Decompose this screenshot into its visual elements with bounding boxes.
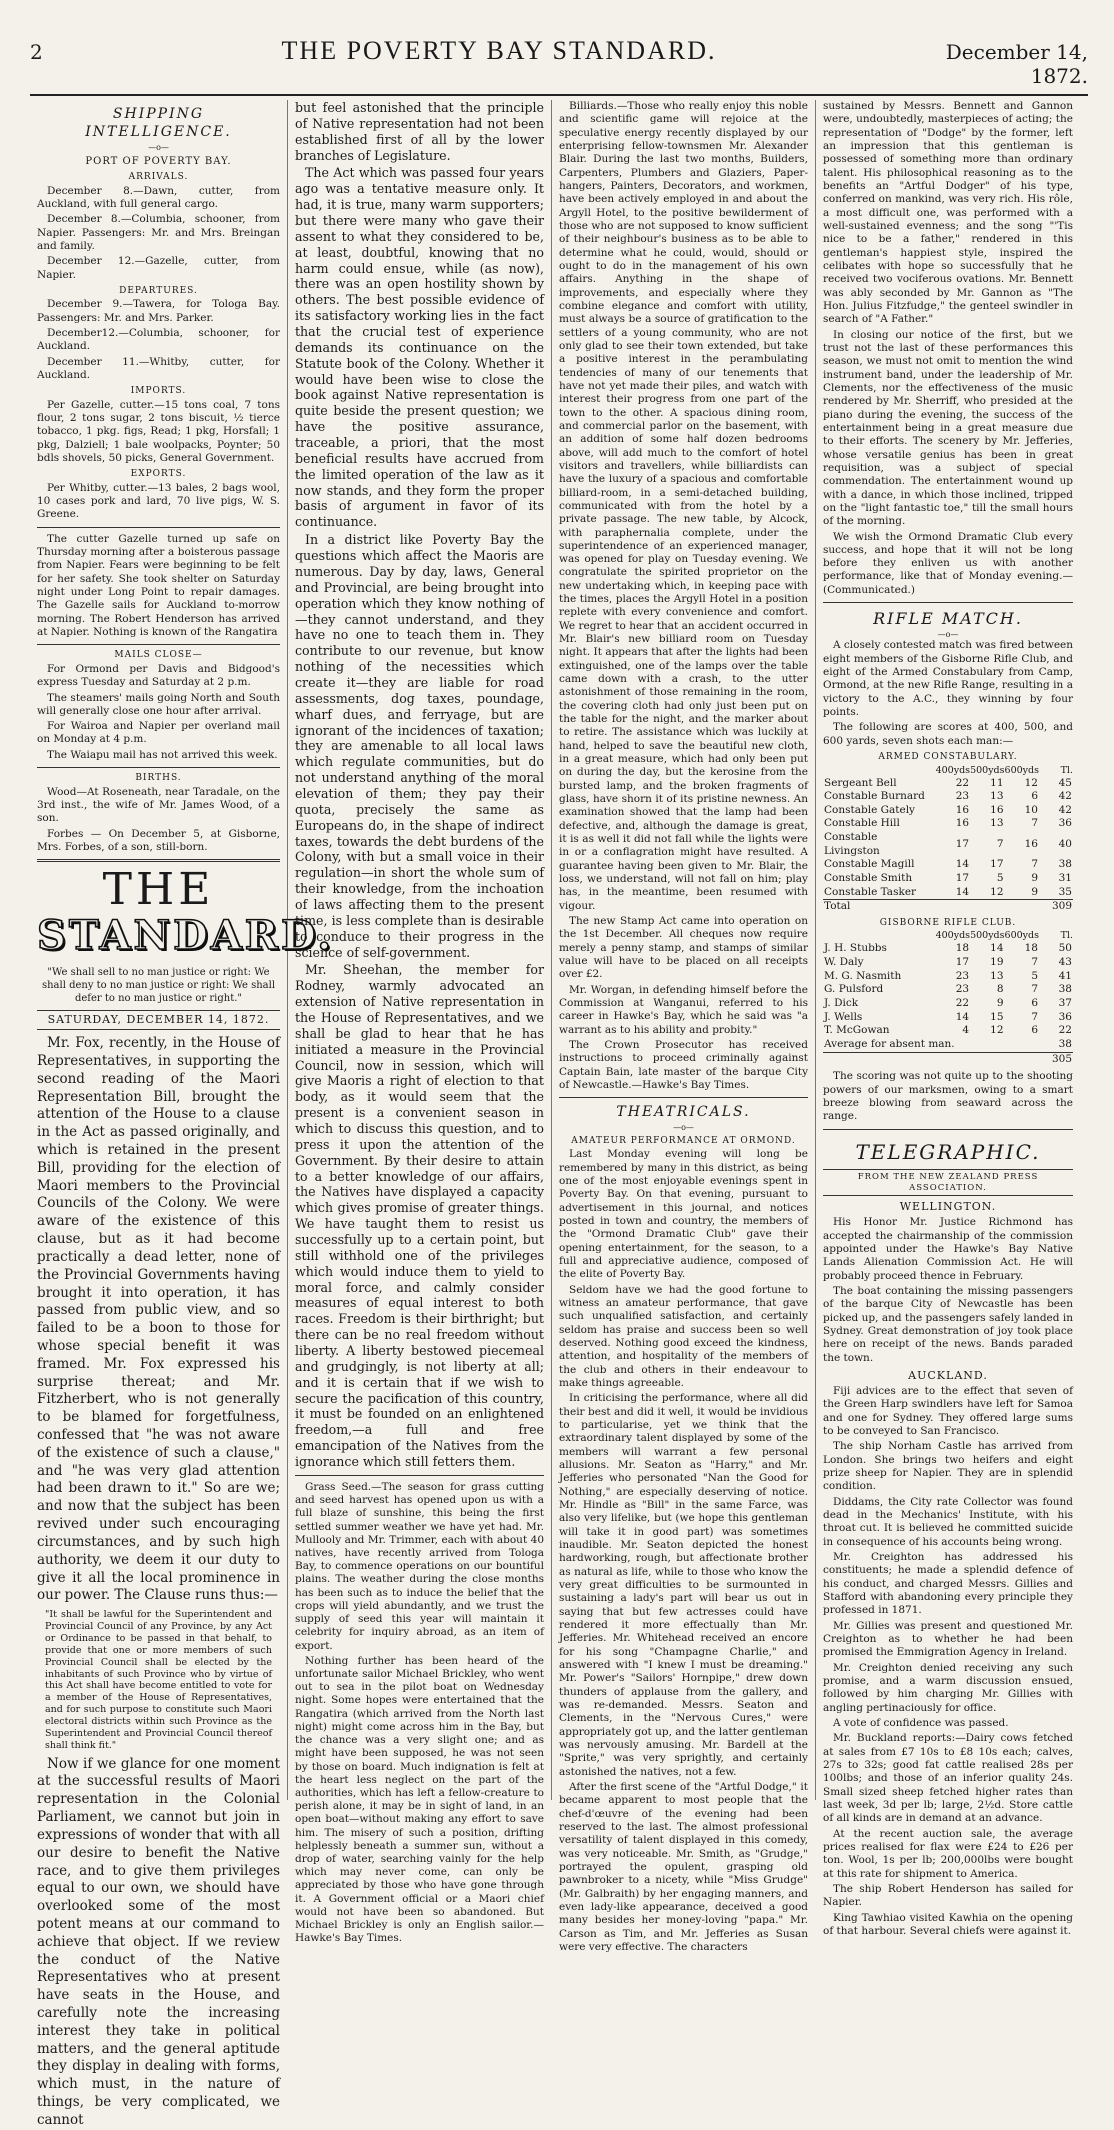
- score-cell: 22: [955, 776, 970, 789]
- theatricals-paragraph: In closing our notice of the first, but we trust not the last of these performances this season, we must not omit to mention the wind instrument band, under the leadership of Mr. Clements, nor the effectiveness of the music rendered by Mr. Sherriff, who presided at the piano during the evening, the success of the entertainment being in a great measure due to their efforts. The scenery by Mr. Jefferies, whose versatile genius has been in great requisition, was a subject of special commendation. The entertainment wound up with a dance, in which those inclined, tripped on the "light fantastic toe," till the small hours of the morning.: [823, 328, 1073, 528]
- score-cell: 40: [1058, 837, 1072, 850]
- page-number: 2: [30, 40, 43, 64]
- births-title: BIRTHS.: [135, 773, 182, 784]
- score-cell: 22: [1058, 1024, 1072, 1037]
- telegram: Diddams, the City rate Collector was found dead in the Mechanics' Institute, with his throat cut. It is believed he committed suicide in consequence of his accounts being wrong.: [823, 1495, 1073, 1548]
- nameplate: [37, 864, 335, 960]
- score-cell: 9: [1031, 872, 1038, 885]
- absent-value: 38: [1058, 1037, 1072, 1050]
- column-3: [552, 100, 816, 1953]
- score-cell: 7: [1031, 858, 1038, 871]
- mails-title: MAILS CLOSE—: [114, 650, 203, 661]
- crown-item: The Crown Prosecutor has received instructions to proceed criminally against Captain Bain, late master of the barque City of Newcastle.—Hawke's Bay Times.: [559, 1038, 808, 1091]
- score-cell: 10: [1024, 803, 1038, 816]
- billiards-item: Billiards.—Those who really enjoy this noble and scientific game will rejoice at the speculative energy recently displayed by our enterprising fellow-townsmen Mr. Alexander Blair. During the last two months, Builders, Carpenters, Plumbers and Glaziers, Paper-hangers, Painters, Decorators, and workmen, have been actively employed in and about the Argyll Hotel, to the positive bewilderment of those who are not supposed to know sufficient of their neighbour's business as to be able to determine what he could, would, should or ought to do in the management of his own affairs. Anything in the shape of improvements, and especially where they combine elegance and comfort with utility, must always be a source of gratification to the settlers of a young community, who are not only glad to see their town extended, but take a positive interest in the perambulating tendencies of many of our tenements that have not yet made their piles, and watch with interest their progress from one part of the town to the other. A spacious dining room, and commercial parlor on the basement, with an addition of some half dozen bedrooms above, will add much to the comfort of hotel visitors and travellers, while billiardists can have the luxury of a spacious and comfortable billiard-room, in a semi-detached building, communicated with from the hotel by a private passage. The new table, by Alcock, with paraphernalia complete, under the superintendence of an experienced manager, was opened for play on Tuesday evening. We congratulate the spirited proprietor on the new undertaking which, in keeping pace with the times, places the Argyll Hotel in a position replete with every convenience and comfort. We regret to hear that an accident occurred in Mr. Blair's new billiard room on Tuesday night. It appears that after the lights had been extinguished, one of the lamps over the table came down with a crash, to the utter astonishment of those remaining in the room, the covering cloth had only just been put on the table for the night, and the marker about to retire. The assistance which was luckily at hand, helped to save the beautiful new cloth, in a great measure, which had only been put on during the day, but the kerosine from the bursted lamp, and the broken fragments of glass, have shorn it of its pristine newness. An examination showed that the lamp had been defective, and, although the damage is great, it is as well it did not fall while the lights were in or a conflagration might have resulted. A guarantee having been given to Mr. Blair, the loss, we understand, will not fall on him; play has, in the meantime, been resumed with vigour.: [559, 100, 808, 912]
- score-cell: 11: [990, 776, 1004, 789]
- table-row: [823, 997, 1073, 1011]
- leader-paragraph: but feel astonished that the principle of Native representation had not been established first of all by the lower branches of Legislature.: [295, 100, 544, 163]
- issue-date: December 14, 1872.: [945, 40, 1088, 88]
- ac-score-table: [823, 765, 1073, 914]
- table-row: [823, 872, 1073, 886]
- telegram: Mr. Creighton has addressed his constituents; he made a splendid defence of his conduct, and charged Messrs. Gillies and Stafford with abandoning every principle they professed in 1871.: [823, 1550, 1073, 1617]
- column-header: 600yds: [1004, 930, 1039, 942]
- column-4: [816, 100, 1080, 1937]
- gazelle-note: The cutter Gazelle turned up safe on Thursday morning after a boisterous passage from Napier. Fears were beginning to be felt for her safety. She took shelter on Saturday night under Long Point to repair damages. The Gazelle sails for Auckland to-morrow morning. The Robert Henderson has arrived at Napier. Nothing is known of the Rangatira: [37, 532, 280, 639]
- imports-title: IMPORTS.: [130, 386, 187, 397]
- divider: [295, 1475, 544, 1476]
- score-cell: 17: [955, 956, 970, 969]
- score-cell: 9: [1031, 885, 1038, 898]
- total-value: 305: [1039, 1052, 1073, 1066]
- arrivals-title: ARRIVALS.: [128, 172, 189, 183]
- departures-title: DEPARTURES.: [119, 285, 198, 296]
- table-row: [823, 1024, 1073, 1038]
- total-value: 309: [1039, 900, 1073, 914]
- score-cell: 12: [990, 1024, 1004, 1037]
- table-row: [823, 956, 1073, 970]
- shooter-name: Constable Hill: [824, 817, 900, 830]
- score-cell: 16: [1024, 837, 1038, 850]
- shooter-name: J. Dick: [824, 997, 859, 1010]
- shooter-name: Sergeant Bell: [824, 776, 897, 789]
- leader-paragraph: Now if we glance for one moment at the successful results of Maori representation in the Colonial Parliament, we cannot but join in expressions of wonder that with all our desire to benefit the Native race, and to give them privileges equal to our own, we should have overlooked some of the most potent means at our command to achieve that object. If we review the conduct of the Native Representatives who at present have seats in the House, and carefully note the increasing interest they take in political matters, and the general aptitude they display in dealing with forms, which must, in the nature of things, be very complicated, we cannot: [37, 1755, 280, 2128]
- score-cell: 5: [1031, 969, 1038, 982]
- departure-entry: December 11.—Whitby, cutter, for Auckland.: [37, 355, 280, 381]
- score-cell: 12: [990, 885, 1004, 898]
- shooter-name: Constable Gately: [824, 803, 915, 816]
- score-cell: 16: [990, 803, 1004, 816]
- table-row: [823, 777, 1073, 791]
- arrival-entry: December 8.—Dawn, cutter, from Auckland, with full general cargo.: [37, 184, 280, 210]
- column-header: 400yds: [935, 930, 971, 942]
- shipping-title: SHIPPING INTELLIGENCE.: [85, 106, 232, 140]
- shooter-name: Constable Burnard: [824, 790, 925, 803]
- column-header: 500yds: [970, 764, 1005, 776]
- theatricals-paragraph: We wish the Ormond Dramatic Club every success, and hope that it will not be long before they enliven us with another performance, like that of Monday evening.—(Communicated.): [823, 530, 1073, 596]
- page-title: THE POVERTY BAY STANDARD.: [281, 36, 717, 65]
- theatricals-title: THEATRICALS.: [616, 1104, 751, 1121]
- score-cell: 14: [955, 885, 970, 898]
- table-row: [823, 831, 1073, 858]
- table-row: [823, 790, 1073, 804]
- telegram: King Tawhiao visited Kawhia on the opening of that harbour. Several chiefs were against it.: [823, 1911, 1073, 1937]
- table-row: [823, 942, 1073, 956]
- exports-text: Per Whitby, cutter.—13 bales, 2 bags wool, 10 cases pork and lard, 70 live pigs, W. S. Greene.: [37, 481, 280, 521]
- column-1: [30, 100, 335, 2128]
- table-row: [823, 858, 1073, 872]
- grass-seed-item: Grass Seed.—The season for grass cutting and seed harvest has opened upon us with a full blaze of sunshine, this being the first settled summer weather we have yet had. Mr. Mullooly and Mr. Trimmer, each with about 40 natives, have recently arrived from Tologa Bay, to commence operations on our bountiful plains. The weather during the close months has been such as to induce the belief that the crops will yield abundantly, and we trust the supply of seed this year will maintain it celebrity for inquiry abroad, as an item of export.: [295, 1480, 544, 1652]
- motto: "We shall sell to no man justice or right: We shall deny to no man justice or right: We shall defer to no man justice or right.": [41, 967, 276, 1005]
- departure-entry: December 9.—Tawera, for Tologa Bay. Passengers: Mr. and Mrs. Parker.: [37, 298, 280, 324]
- absent-label: Average for absent man.: [824, 1037, 955, 1050]
- worgan-item: Mr. Worgan, in defending himself before the Commission at Wanganui, referred to his career in Hawke's Bay, which he said was "a warrant as to his ability and probity.": [559, 983, 808, 1036]
- score-cell: 6: [1031, 1024, 1038, 1037]
- stamp-item: The new Stamp Act came into operation on the 1st December. All cheques now require merely a penny stamp, and stamps of similar value will have to be placed on all receipts over £2.: [559, 915, 808, 981]
- telegraphic-title: TELEGRAPHIC.: [855, 1139, 1041, 1164]
- auckland-head: AUCKLAND.: [908, 1369, 988, 1383]
- telegram: The ship Norham Castle has arrived from London. She brings two heifers and eight prize sheep for Napier. They are in splendid condition.: [823, 1440, 1073, 1493]
- table-row: [823, 970, 1073, 984]
- divider: [559, 1097, 808, 1098]
- grc-head: GISBORNE RIFLE CLUB.: [879, 917, 1017, 928]
- score-cell: 17: [955, 837, 970, 850]
- rifle-paragraph: A closely contested match was fired between eight members of the Gisborne Rifle Club, and eight of the Armed Constabulary from Camp, Ormond, at the new Rifle Range, resulting in a victory to the A.C., they winning by four points.: [823, 639, 1074, 719]
- score-cell: 14: [955, 858, 970, 871]
- divider: [37, 859, 280, 862]
- score-cell: 18: [1024, 942, 1038, 955]
- total-row: [823, 900, 1073, 914]
- divider: —o—: [673, 1123, 694, 1133]
- score-cell: 7: [1031, 817, 1038, 830]
- rifle-paragraph: The following are scores at 400, 500, and 600 yards, seven shots each man:—: [823, 721, 1073, 747]
- absent-row: [823, 1038, 1073, 1052]
- score-cell: 43: [1058, 956, 1072, 969]
- score-cell: 17: [990, 858, 1004, 871]
- telegram: His Honor Mr. Justice Richmond has accepted the chairmanship of the commission appointed under the Hawke's Bay Native Lands Alienation Commission Act. He will probably proceed thence in February.: [823, 1216, 1073, 1282]
- table-row: [823, 817, 1073, 831]
- score-cell: 4: [962, 1024, 970, 1037]
- imports-text: Per Gazelle, cutter.—15 tons coal, 7 tons flour, 2 tons sugar, 2 tons biscuit, ½ tierce tobacco, 1 pkg. figs, Read; 1 pkg, Horsfall; 1 pkg, Dalziell; 1 bale woolpacks, Poynter; 50 bdls shovels, 50 picks, General Government.: [37, 398, 280, 465]
- telegram: Mr. Buckland reports:—Dairy cows fetched at sales from £7 10s to £8 10s each; calves, 27s to 32s; good fat cattle realised 28s per 100lbs; and those of an inferior quality 24s. Small sized sheep fetched higher rates than last week, 3d per lb; large, 2½d. Store cattle of all kinds are in demand at an advance.: [823, 1732, 1073, 1825]
- column-header: 500yds: [970, 930, 1005, 942]
- port-title: PORT OF POVERTY BAY.: [85, 155, 232, 167]
- nameplate-standard: STANDARD.: [37, 912, 335, 960]
- column-2: [288, 100, 552, 1945]
- score-cell: 36: [1058, 817, 1072, 830]
- rifle-paragraph: The scoring was not quite up to the shooting powers of our marksmen, owing to a smart breeze blowing from seaward across the range.: [823, 1070, 1073, 1123]
- telegram: The boat containing the missing passengers of the barque City of Newcastle has been picked up, and the passengers safely landed in Sydney. Great demonstration of joy took place here on receipt of the news. Bands paraded the town.: [823, 1285, 1073, 1364]
- shooter-name: Constable Livingston: [824, 831, 880, 857]
- divider: [37, 527, 280, 528]
- table-header-row: [823, 765, 1073, 777]
- wellington-head: WELLINGTON.: [899, 1200, 997, 1214]
- score-cell: 12: [1024, 776, 1038, 789]
- score-cell: 13: [990, 969, 1004, 982]
- score-cell: 7: [1031, 1010, 1038, 1023]
- score-cell: 17: [955, 872, 970, 885]
- score-cell: 9: [996, 997, 1004, 1010]
- leader-paragraph: In a district like Poverty Bay the questions which affect the Maoris are numerous. Day by day, laws, General and Provincial, are being brought into operation which they know nothing of—they cannot understand, and they have no one to teach them in. They contribute to our revenue, but know nothing of the necessities which create it—they are liable for road assessments, dog taxes, poundage, wharf dues, and ferryage, but are ignorant of the incidences of taxation; they are amenable to all local laws which regulate communities, but do not understand anything of the moral elevation of them; they pay their quota, precisely the same as Europeans do, in the shape of indirect taxes, towards the debt burdens of the Colony, with but a small voice in their regulation—in short the whole sum of their knowledge, from the inchoation of laws affecting them to the present time, is less complete than is desirable to conduce to their progress in the science of self-government.: [295, 532, 544, 960]
- score-cell: 14: [990, 942, 1004, 955]
- leader-paragraph: The Act which was passed four years ago was a tentative measure only. It had, it is true, many warm supporters; but there were many who gave their assent to what they considered to be, at least, doubtful, knowing that no harm could ensue, while (as now), there was an open hostility shown by others. The best possible evidence of its satisfactory working lies in the fact that the crucial test of experience demands its continuance on the Statute book of the Colony. Whether it would have been wise to close the book against Native representation is quite beside the present question; we have the positive assurance, traceable, a priori, that the most beneficial results have accrued from the limited operation of the law as it now stands, and they form the proper basis of argument in favor of its continuance.: [295, 165, 544, 530]
- divider: [37, 767, 280, 768]
- score-cell: 14: [955, 1010, 970, 1023]
- table-row: [823, 804, 1073, 818]
- shooter-name: Constable Tasker: [824, 885, 917, 898]
- score-cell: 45: [1058, 776, 1072, 789]
- score-cell: 15: [990, 1010, 1004, 1023]
- shooter-name: J. H. Stubbs: [824, 942, 887, 955]
- divider: [823, 1129, 1073, 1130]
- amateur-head: AMATEUR PERFORMANCE AT ORMOND.: [571, 1136, 796, 1147]
- leader-paragraph: Mr. Fox, recently, in the House of Representatives, in supporting the second reading of the Maori Representation Bill, brought the attention of the House to a clause in the Act as passed originally, and which is retained in the present Bill, providing for the election of Maori members to the Provincial Councils of the Colony. We were aware of the existence of this clause, but as it had become practically a dead letter, none of the Provincial Governments having brought it into operation, it has passed from public view, and so failed to be a boon to those for whose special benefit it was framed. Mr. Fox expressed his surprise thereat; and Mr. Fitzherbert, who is not generally to be blamed for forgetfulness, confessed that "he was not aware of the existence of such a clause," and "he was very glad attention had been drawn to it." So are we; and now that the subject has been revived under such encouraging circumstances, and by such high authority, we deem it our duty to give it all the local prominence in our power. The Clause runs thus:—: [37, 1035, 280, 1604]
- score-cell: 38: [1058, 983, 1072, 996]
- score-cell: 16: [955, 803, 970, 816]
- score-cell: 42: [1058, 790, 1072, 803]
- shooter-name: Constable Smith: [824, 872, 913, 885]
- nameplate-the: THE: [102, 864, 215, 916]
- birth-entry: Wood—At Roseneath, near Taradale, on the 3rd inst., the wife of Mr. James Wood, of a son.: [37, 785, 280, 825]
- shooter-name: Constable Magill: [824, 858, 915, 871]
- divider: [823, 602, 1073, 603]
- score-cell: 23: [955, 790, 970, 803]
- mail-entry: The steamers' mails going North and South will generally close one hour after arrival.: [37, 691, 280, 717]
- telegram: At the recent auction sale, the average prices realised for flax were £24 to £26 per ton. Wool, 1s per lb; 200,000lbs were bought at this rate for shipment to America.: [823, 1827, 1073, 1880]
- table-row: [823, 983, 1073, 997]
- grc-score-table: [823, 930, 1073, 1066]
- telegram: Fiji advices are to the effect that seven of the Green Harp swindlers have left for Samoa and one for Sydney. They offered large sums to be conveyed to San Francisco.: [823, 1385, 1073, 1438]
- theatricals-paragraph: In criticising the performance, where all did their best and did it well, it would be invidious to particularise, yet we think that the extraordinary talent displayed by some of the members will warrant a few personal allusions. Mr. Seaton as "Harry," and Mr. Jefferies who personated "Nan the Good for Nothing," are especially deserving of notice. Mr. Hindle as "Bill" in the same Farce, was also very lifelike, but (we hope this gentleman will take it in good part) was sometimes inaudible. Mr. Seaton depicted the honest hardworking, rough, but affectionate brother as natural as life, while to those who know the very great difficulties to be surmounted in sustaining a lady's part will bear us out in saying that but few actresses could have rendered it more effectually than Mr. Jefferies. Mr. Whitehead received an encore for his song "Champagne Charlie," and answered with "I knew I must be dreaming." Mr. Power's "Sailors' Hornpipe," drew down thunders of applause from the gallery, and was re-demanded. Messrs. Seaton and Clements, in the "Nervous Cures," were appropriately got up, and the latter gentleman was nervously amusing. Mr. Bardell at the "Sprite," was very sprightly, and certainly astonished the natives, not a few.: [559, 1392, 808, 1778]
- column-header: 400yds: [935, 764, 971, 776]
- theatricals-paragraph: Seldom have we had the good fortune to witness an amateur performance, that gave such unqualified satisfaction, and certainly seldom has praise and success been so well deserved. Nothing good exceed the kindness, attention, and hospitality of the members of the club and others in their endeavour to make things agreeable.: [559, 1283, 808, 1390]
- score-cell: 50: [1058, 942, 1072, 955]
- score-cell: 38: [1058, 858, 1072, 871]
- score-cell: 42: [1058, 803, 1072, 816]
- score-cell: 23: [955, 969, 970, 982]
- score-cell: 8: [996, 983, 1004, 996]
- press-association-line: FROM THE NEW ZEALAND PRESS ASSOCIATION.: [823, 1169, 1073, 1197]
- score-cell: 37: [1058, 997, 1072, 1010]
- table-row: [823, 1011, 1073, 1025]
- columns: [30, 100, 1088, 2128]
- theatricals-paragraph: sustained by Messrs. Bennett and Gannon were, undoubtedly, masterpieces of acting; the representation of "Dodge" by the former, left an impression that this gentleman is possessed of something more than ordinary talent. His philosophical reasoning as to the benefits an "Artful Dodger" of his type, conferred on mankind, was very rich. His rôle, a most difficult one, was performed with a well-sustained evenness; and the song "'Tis nice to be a father," rendered in this gentleman's happiest style, inspired the celibates with hope so successfully that he received two vociferous ovations. Mr. Bennett was ably seconded by Mr. Gannon as "The Hon. Julius Fitzfudge," the genteel swindler in search of "A Father.": [823, 100, 1073, 326]
- table-header-row: [823, 930, 1073, 942]
- score-cell: 41: [1058, 969, 1072, 982]
- total-label: Total: [823, 900, 936, 914]
- rifle-title: RIFLE MATCH.: [873, 609, 1023, 629]
- score-cell: 18: [955, 942, 970, 955]
- shooter-name: W. Daly: [824, 956, 864, 969]
- telegram: A vote of confidence was passed.: [833, 1716, 1009, 1729]
- divider: —o—: [937, 630, 959, 640]
- mail-entry: The Waiapu mail has not arrived this week.: [47, 748, 278, 761]
- exports-title: EXPORTS.: [130, 469, 187, 480]
- score-cell: 19: [990, 956, 1004, 969]
- score-cell: 6: [1031, 997, 1038, 1010]
- column-header: Tl.: [1060, 764, 1073, 776]
- score-cell: 7: [1031, 956, 1038, 969]
- score-cell: 36: [1058, 1010, 1072, 1023]
- score-cell: 7: [1031, 983, 1038, 996]
- mail-entry: For Wairoa and Napier per overland mail on Monday at 4 p.m.: [37, 720, 280, 746]
- score-cell: 7: [996, 837, 1004, 850]
- column-header: 600yds: [1004, 764, 1039, 776]
- score-cell: 13: [990, 790, 1004, 803]
- arrival-entry: December 8.—Columbia, schooner, from Napier. Passengers: Mr. and Mrs. Breingan and family.: [37, 213, 280, 252]
- arrival-entry: December 12.—Gazelle, cutter, from Napier.: [37, 255, 280, 281]
- ac-head: ARMED CONSTABULARY.: [878, 752, 1018, 763]
- clause-quote: "It shall be lawful for the Superintendent and Provincial Council of any Province, by any Act or Ordinance to be passed in that behalf, to provide that one or more members of such Provincial Council shall be elected by the inhabitants of such Province who by virtue of this Act shall have become entitled to vote for a member of the House of Representatives, and for such purpose to constitute such Maori electoral districts within such Province as the Superintendent and Provincial Council thereof shall think fit.": [45, 1609, 272, 1751]
- score-cell: 31: [1058, 872, 1072, 885]
- telegram: Mr. Creighton denied receiving any such promise, and a warm discussion ensued, followed by him charging Mr. Gillies with angling pertinaciously for office.: [823, 1661, 1073, 1714]
- shooter-name: M. G. Nasmith: [824, 969, 902, 982]
- shooter-name: T. McGowan: [824, 1024, 890, 1037]
- masthead: [30, 36, 1088, 96]
- score-cell: 13: [990, 817, 1004, 830]
- shooter-name: G. Pulsford: [824, 983, 884, 996]
- score-cell: 6: [1031, 790, 1038, 803]
- table-row: [823, 886, 1073, 900]
- telegram: Mr. Gillies was present and questioned Mr. Creighton as to whether he had been promised the Emmigration Agency in Ireland.: [823, 1619, 1073, 1659]
- brickley-item: Nothing further has been heard of the unfortunate sailor Michael Brickley, who went out to sea in the pilot boat on Wednesday night. Some hopes were entertained that the Rangatira (which arrived from the North last night) might come across him in the Bay, but the chance was a very slight one; and as might have been supposed, he was not seen by those on board. Much indignation is felt at the heart less neglect on the part of the authorities, which has left a fellow-creature to perish alone, it may be in sight of land, in an open boat—without making any effort to save him. The misery of such a position, drifting helplessly beneath a summer sun, without a drop of water, searching vainly for the help which may never come, can only be appreciated by those who have gone through it. A Government official or a Maori chief would not have been so abandoned. But Michael Brickley is only an English sailor.—Hawke's Bay Times.: [295, 1654, 544, 1945]
- theatricals-paragraph: Last Monday evening will long be remembered by many in this district, as being one of the most enjoyable evenings spent in Poverty Bay. On that evening, pursuant to advertisement in this journal, and notices posted in town and country, the members of the "Ormond Dramatic Club" gave their opening entertainment, for the season, to a full and appreciative audience, composed of the elite of Poverty Bay.: [559, 1148, 808, 1281]
- total-row: [823, 1052, 1073, 1066]
- shooter-name: J. Wells: [824, 1010, 863, 1023]
- score-cell: 23: [955, 983, 970, 996]
- theatricals-paragraph: After the first scene of the "Artful Dodge," it became apparent to most people that the chef-d'œuvre of the evening had been reserved to the last. The almost professional versatility of talent displayed in this comedy, was very noticeable. Mr. Smith, as "Grudge," portrayed the opulent, grasping old pawnbroker to a nicety, while "Miss Grudge" (Mr. Galbraith) by her engaging manners, and even lady-like appearance, deceived a good many besides her money-loving "papa." Mr. Carson as Tim, and Mr. Jefferies as Susan were very effective. The characters: [559, 1780, 808, 1953]
- divider: [37, 644, 280, 645]
- column-header: Tl.: [1060, 930, 1073, 942]
- score-cell: 22: [955, 997, 970, 1010]
- telegram: The ship Robert Henderson has sailed for Napier.: [823, 1882, 1073, 1909]
- divider: —o—: [148, 142, 169, 152]
- mail-entry: For Ormond per Davis and Bidgood's express Tuesday and Saturday at 2 p.m.: [37, 662, 280, 689]
- departure-entry: December12.—Columbia, schooner, for Auckland.: [37, 327, 280, 353]
- score-cell: 5: [996, 872, 1004, 885]
- birth-entry: Forbes — On December 5, at Gisborne, Mrs. Forbes, of a son, still-born.: [37, 827, 280, 853]
- dateline: SATURDAY, DECEMBER 14, 1872.: [37, 1010, 280, 1030]
- score-cell: 35: [1058, 885, 1072, 898]
- leader-paragraph: Mr. Sheehan, the member for Rodney, warmly advocated an extension of Native representation in the House of Representatives, and we shall be glad to hear that he has initiated a measure in the Provincial Council, now in session, which will give Maoris a right of election to that body, as it would seem that the present is a convenient season in which to discuss this question, and to press it upon the attention of the Government. By their desire to attain to a better knowledge of our affairs, the Natives have displayed a capacity which gives promise of greater things. We have taught them to resist us successfully up to a certain point, but still withhold one of the privileges which would induce them to yield to moral force, and calmly consider measures of equal interest to both races. Freedom is their birthright; but there can be no real freedom without liberty. A liberty bestowed piecemeal and grudgingly, is not liberty at all; and it is certain that if we wish to secure the pacification of this country, it must be founded on an enlightened freedom,—a full and free emancipation of the Natives from the ignorance which still fetters them.: [295, 962, 544, 1470]
- score-cell: 16: [955, 817, 970, 830]
